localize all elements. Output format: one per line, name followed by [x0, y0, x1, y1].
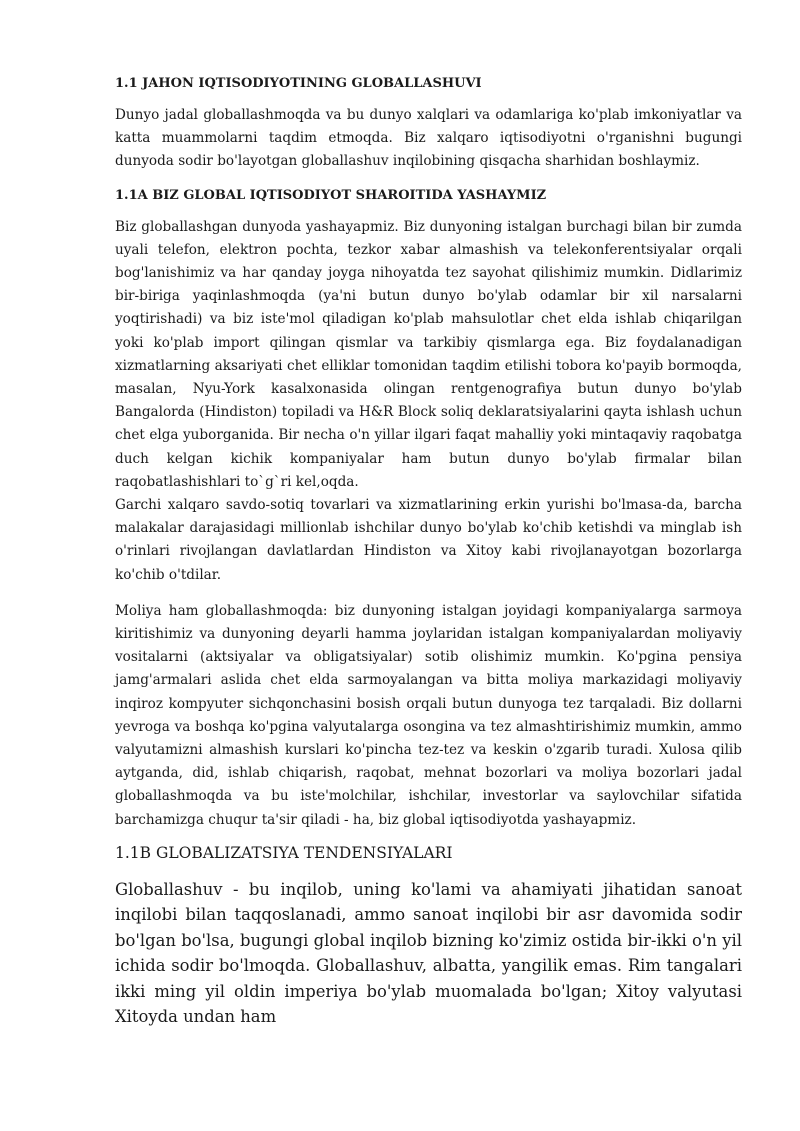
paragraph-globalization-trends: Globallashuv - bu inqilob, uning ko'lami va ahamiyati jihatidan sanoat inqilobi bilan taqqoslanadi, ammo sanoat inqilobi bir asr davomida sodir bo'lgan bo'lsa, bugungi global inqilob bizning ko'zimiz ostida bir-ikki o'n yil ichida sodir bo'lmoqda. Globallashuv, albatta, yangilik emas. Rim tangalari ikki ming yil oldin imperiya bo'ylab muomalada bo'lgan; Xitoy valyutasi Xitoyda undan ham — [115, 879, 742, 1027]
paragraph-trade: Garchi xalqaro savdo-sotiq tovarlari va xizmatlarining erkin yurishi bo'lmasa-da, barcha malakalar darajasidagi millionlab ishchilar dunyo bo'ylab ko'chib ketishdi va minglab ish o'rinlari rivojlangan davlatlardan Hindiston va Xitoy kabi rivojlanayotgan bozorlarga ko'chib o'tdilar. — [115, 497, 742, 583]
section-heading-1-1a: 1.1A BIZ GLOBAL IQTISODIYOT SHAROITIDA YASHAYMIZ — [115, 187, 547, 203]
paragraph-finance: Moliya ham globallashmoqda: biz dunyoning istalgan joyidagi kompaniyalarga sarmoya kiritishimiz va dunyoning deyarli hamma joylaridan istalgan kompaniyalardan moliyaviy vositalarni (aktsiyalar va obligatsiyalar) sotib olishimiz mumkin. Ko'pgina pensiya jamg'armalari aslida chet elda sarmoyalangan va bitta moliya markazidagi moliyaviy inqiroz kompyuter sichqonchasini bosish orqali butun dunyoga tez tarqaladi. Biz dollarni yevroga va boshqa ko'pgina valyutalarga osongina va tez almashtirishimiz mumkin, ammo valyutamizni almashish kurslari ko'pincha tez-tez va keskin o'zgarib turadi. Xulosa qilib aytganda, did, ishlab chiqarish, raqobat, mehnat bozorlari va moliya bozorlari jadal globallashmoqda va bu iste'molchilar, ishchilar, investorlar va saylovchilar sifatida barchamizga chuqur ta'sir qiladi - ha, biz global iqtisodiyotda yashayapmiz. — [115, 602, 742, 828]
section-heading-1-1: 1.1 JAHON IQTISODIYOTINING GLOBALLASHUVI — [115, 76, 482, 91]
document-page — [115, 75, 742, 1030]
paragraph-intro: Dunyo jadal globallashmoqda va bu dunyo xalqlari va odamlariga ko'plab imkoniyatlar va katta muammolarni taqdim etmoqda. Biz xalqaro iqtisodiyotni o'rganishni bugungi dunyoda sodir bo'layotgan globallashuv inqilobining qisqacha sharhidan boshlaymiz. — [115, 107, 742, 170]
paragraph-global-economy: Biz globallashgan dunyoda yashayapmiz. Biz dunyoning istalgan burchagi bilan bir zumda uyali telefon, elektron pochta, tezkor xabar almashish va telekonferentsiyalar orqali bog'lanishimiz va har qanday joyga nihoyatda tez sayohat qilishimiz mumkin. Didlarimiz bir-biriga yaqinlashmoqda (ya'ni butun dunyo bo'ylab odamlar bir xil narsalarni yoqtirishadi) va biz iste'mol qiladigan ko'plab mahsulotlar chet elda ishlab chiqarilgan yoki ko'plab import qilingan qismlar va tarkibiy qismlarga ega. Biz foydalanadigan xizmatlarning aksariyati chet elliklar tomonidan taqdim etilishi tobora ko'payib bormoqda, masalan, Nyu-York kasalxonasida olingan rentgenografiya butun dunyo bo'ylab Bangalorda (Hindiston) topiladi va H&R Block soliq deklaratsiyalarini qayta ishlash uchun chet elga yuborganida. Bir necha o'n yillar ilgari faqat mahalliy yoki mintaqaviy raqobatga duch kelgan kichik kompaniyalar ham butun dunyo bo'ylab firmalar bilan raqobatlashishlari to`g`ri kel,oqda. — [115, 218, 742, 490]
section-heading-1-1b: 1.1B GLOBALIZATSIYA TENDENSIYALARI — [115, 843, 453, 862]
